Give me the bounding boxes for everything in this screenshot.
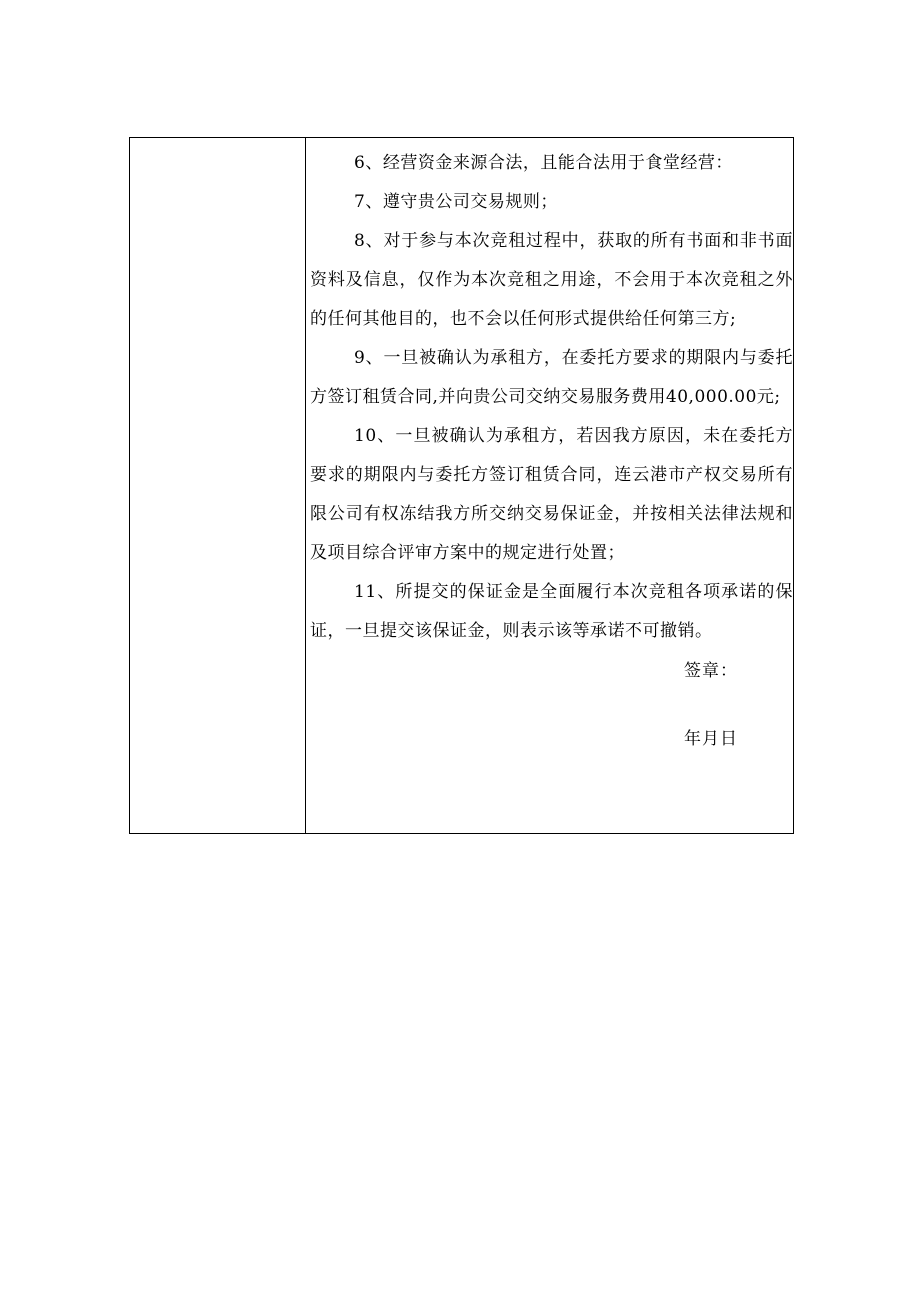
- commitment-item-11: 11、所提交的保证金是全面履行本次竞租各项承诺的保证，一旦提交该保证金，则表示该等承诺不可撤销。: [310, 582, 793, 641]
- commitment-item-6: 6、经营资金来源合法，且能合法用于食堂经营：: [354, 153, 733, 173]
- table-label-cell: [130, 138, 306, 833]
- signature-date: 年月日: [684, 729, 738, 749]
- commitment-item-7: 7、遵守贵公司交易规则；: [354, 192, 558, 212]
- table-content-cell: [306, 138, 793, 833]
- commitment-item-10: 10、一旦被确认为承租方，若因我方原因，未在委托方要求的期限内与委托方签订租赁合同，连云港市产权交易所有限公司有权冻结我方所交纳交易保证金，并按相关法律法规和及项目综合评审方案中的规定进行处置；: [310, 426, 793, 563]
- signature-label: 签章：: [684, 661, 738, 681]
- commitment-table: [129, 137, 794, 834]
- commitment-item-9: 9、一旦被确认为承租方，在委托方要求的期限内与委托方签订租赁合同,并向贵公司交纳交易服务费用40,000.00元;: [310, 348, 793, 407]
- commitment-item-8: 8、对于参与本次竞租过程中，获取的所有书面和非书面资料及信息，仅作为本次竞租之用途，不会用于本次竞租之外的任何其他目的，也不会以任何形式提供给任何第三方;: [310, 231, 793, 329]
